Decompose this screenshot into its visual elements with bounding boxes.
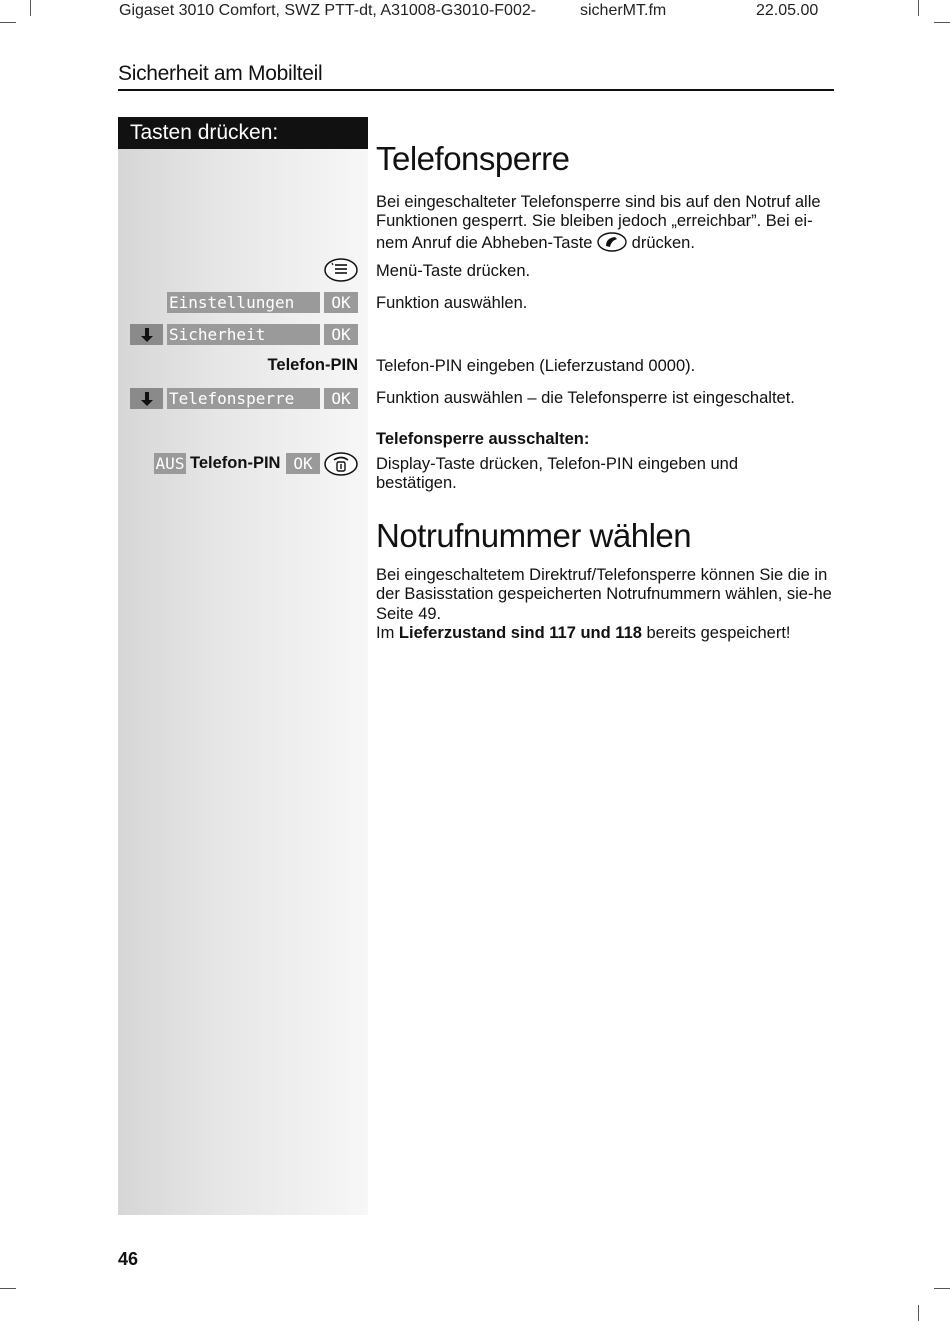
intro-text-1: Bei eingeschalteter Telefonsperre sind bis auf den Notruf alle Funktionen gesperrt. Sie bleiben jedoch „erreichbar”. Bei ei-nem Anruf die Abheben-Taste (376, 193, 821, 252)
crop-mark (934, 22, 950, 23)
telefonsperre-intro (376, 193, 832, 253)
arrow-down-key-icon[interactable] (130, 388, 163, 409)
intro-text-2: drücken. (627, 233, 695, 252)
notruf-text (376, 566, 832, 643)
aus-button[interactable]: AUS (155, 454, 185, 473)
crop-mark (30, 0, 31, 16)
display-key-icon (324, 452, 358, 476)
step-pin: Telefon-PIN eingeben (Lieferzustand 0000). (376, 357, 696, 375)
page-number: 46 (118, 1249, 139, 1269)
pin-label: Telefon-PIN (190, 454, 281, 472)
ok-button[interactable]: OK (324, 292, 358, 313)
crop-mark (918, 1305, 919, 1321)
crop-mark (0, 22, 16, 23)
text-prefix: Im (376, 623, 399, 642)
text-suffix: bereits gespeichert! (641, 623, 791, 642)
header-file: sicherMT.fm (580, 2, 667, 19)
display-telefonsperre[interactable]: Telefonsperre (167, 388, 320, 409)
telefonsperre-title: Telefonsperre (376, 140, 570, 177)
header-date: 22.05.00 (756, 2, 819, 19)
handset-key-icon (597, 232, 627, 252)
step-select: Funktion auswählen. (376, 294, 528, 312)
notruf-text-2 (376, 624, 832, 643)
step-menu: Menü-Taste drücken. (376, 262, 531, 280)
off-text: Display-Taste drücken, Telefon-PIN eingeben und bestätigen. (376, 455, 738, 493)
display-sicherheit[interactable]: Sicherheit (167, 324, 320, 345)
crop-mark (918, 0, 919, 16)
ok-button[interactable]: OK (324, 388, 358, 409)
ok-button[interactable]: OK (286, 453, 320, 474)
notruf-title: Notrufnummer wählen (376, 517, 692, 554)
text-bold: Lieferzustand sind 117 und 118 (398, 623, 642, 642)
section-title: Sicherheit am Mobilteil (118, 62, 323, 85)
notruf-text-1: Bei eingeschaltetem Direktruf/Telefonsperre können Sie die in der Basisstation gespeicherten Notrufnummern wählen, sie-he Seite 49. (376, 566, 832, 623)
arrow-down-key-icon[interactable] (130, 324, 163, 345)
key-column-heading: Tasten drücken: (118, 117, 368, 149)
header-rule (118, 89, 834, 91)
ok-button[interactable]: OK (324, 324, 358, 345)
menu-key-icon (324, 258, 358, 282)
header-doc-info: Gigaset 3010 Comfort, SWZ PTT-dt, A31008-G3010-F002- (119, 2, 537, 19)
crop-mark (934, 1288, 950, 1289)
off-heading: Telefonsperre ausschalten: (376, 430, 590, 448)
display-einstellungen[interactable]: Einstellungen (167, 292, 320, 313)
step-activate: Funktion auswählen – die Telefonsperre ist eingeschaltet. (376, 389, 795, 407)
crop-mark (0, 1288, 16, 1289)
pin-label: Telefon-PIN (267, 356, 358, 374)
